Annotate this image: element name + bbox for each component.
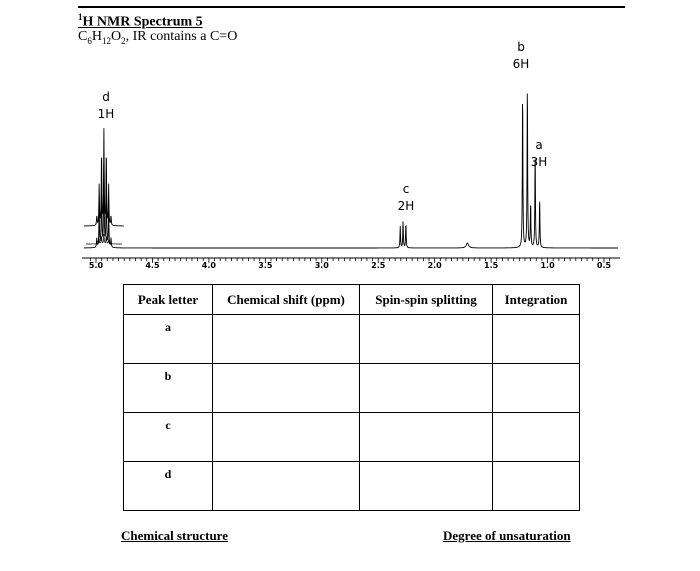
x-tick-label: 0.5 xyxy=(596,261,612,270)
formula-element-h: H xyxy=(91,29,102,44)
peak-letter: a xyxy=(165,320,171,334)
peak-integration-label: 6H xyxy=(512,57,530,71)
table-row xyxy=(124,315,580,364)
spectrum-trace xyxy=(84,94,618,248)
table-header-row xyxy=(124,285,580,315)
peak-letter: c xyxy=(165,418,171,432)
nmr-spectrum-chart xyxy=(0,0,700,285)
x-tick-label: 3.0 xyxy=(314,261,329,270)
peak-letter-label: c xyxy=(402,182,410,196)
title-text: H NMR Spectrum 5 xyxy=(82,14,203,30)
peak-letter: b xyxy=(164,369,172,383)
table-row xyxy=(124,462,580,511)
formula-note: , IR contains a C=O xyxy=(125,29,238,44)
table-row xyxy=(124,413,580,462)
spectrum-trace-group xyxy=(84,94,618,248)
peak-labels xyxy=(98,40,548,213)
peak-letter-cell xyxy=(124,462,213,511)
col-header-chemical-shift: Chemical shift (ppm) xyxy=(213,285,360,315)
chemical-shift-cell[interactable] xyxy=(213,462,360,511)
x-axis xyxy=(82,258,620,270)
integration-cell[interactable] xyxy=(493,462,580,511)
x-tick-label: 1.5 xyxy=(484,261,499,270)
degree-of-unsaturation-heading: Degree of unsaturation xyxy=(443,528,571,543)
multiplet-d-expansion-trace xyxy=(86,234,122,244)
integration-cell[interactable] xyxy=(493,413,580,462)
peak-letter: d xyxy=(164,467,172,481)
chemical-shift-cell[interactable] xyxy=(213,364,360,413)
nmr-data-table xyxy=(123,284,580,511)
formula-element-o: O xyxy=(110,29,122,44)
peak-letter-label: d xyxy=(102,90,110,104)
chemical-structure-heading: Chemical structure xyxy=(121,528,228,543)
table-row xyxy=(124,364,580,413)
splitting-cell[interactable] xyxy=(360,413,493,462)
x-tick-label: 4.0 xyxy=(201,261,216,270)
formula-count-o: 2 xyxy=(121,35,126,46)
peak-integration-label: 3H xyxy=(530,155,548,169)
peak-letter-cell xyxy=(124,315,213,364)
splitting-cell[interactable] xyxy=(360,364,493,413)
x-tick-label: 3.5 xyxy=(258,261,273,270)
title-superscript: 1 xyxy=(78,12,83,22)
col-header-splitting: Spin-spin splitting xyxy=(360,285,493,315)
formula-element-c: C xyxy=(78,29,88,44)
x-tick-label: 2.0 xyxy=(427,261,442,270)
peak-integration-label: 1H xyxy=(97,107,115,121)
splitting-cell[interactable] xyxy=(360,315,493,364)
col-header-peak-letter: Peak letter xyxy=(124,285,213,315)
x-tick-label: 4.5 xyxy=(145,261,160,270)
peak-letter-cell xyxy=(124,413,213,462)
col-header-integration: Integration xyxy=(493,285,580,315)
peak-integration-label: 2H xyxy=(397,199,415,213)
splitting-cell[interactable] xyxy=(360,462,493,511)
chemical-shift-cell[interactable] xyxy=(213,413,360,462)
integration-cell[interactable] xyxy=(493,364,580,413)
peak-letter-label: b xyxy=(517,40,525,54)
x-tick-label: 2.5 xyxy=(371,261,386,270)
integration-cell[interactable] xyxy=(493,315,580,364)
formula-count-c: 6 xyxy=(87,35,92,46)
x-tick-label: 1.0 xyxy=(540,261,555,270)
x-tick-label: 5.0 xyxy=(88,261,104,270)
peak-letter-label: a xyxy=(535,138,543,152)
chemical-shift-cell[interactable] xyxy=(213,315,360,364)
peak-letter-cell xyxy=(124,364,213,413)
formula-count-h: 12 xyxy=(101,35,111,46)
